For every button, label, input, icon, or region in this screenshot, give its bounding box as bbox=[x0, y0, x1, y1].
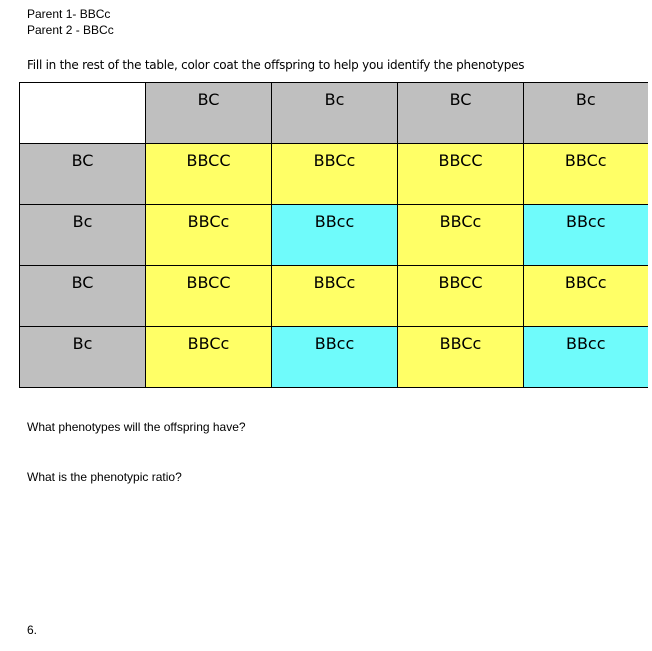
offspring-cell: BBCc bbox=[524, 144, 648, 205]
punnett-square bbox=[19, 82, 648, 388]
row-header: Bc bbox=[20, 327, 146, 388]
offspring-cell: BBcc bbox=[524, 327, 648, 388]
parent-2-genotype: Parent 2 - BBCc bbox=[27, 23, 114, 37]
instructions: Fill in the rest of the table, color coat the offspring to help you identify the phenotypes bbox=[27, 58, 525, 72]
offspring-cell: BBCC bbox=[398, 144, 524, 205]
parent-1-genotype: Parent 1- BBCc bbox=[27, 7, 111, 21]
column-header: BC bbox=[398, 83, 524, 144]
offspring-cell: BBCC bbox=[146, 266, 272, 327]
offspring-cell: BBcc bbox=[524, 205, 648, 266]
question-phenotypic-ratio: What is the phenotypic ratio? bbox=[27, 470, 182, 484]
offspring-cell: BBCc bbox=[398, 327, 524, 388]
column-header: Bc bbox=[524, 83, 648, 144]
row-header: Bc bbox=[20, 205, 146, 266]
offspring-cell: BBCc bbox=[272, 144, 398, 205]
table-row bbox=[20, 83, 648, 144]
offspring-cell: BBCc bbox=[524, 266, 648, 327]
offspring-cell: BBCC bbox=[146, 144, 272, 205]
offspring-cell: BBcc bbox=[272, 205, 398, 266]
offspring-cell: BBCc bbox=[272, 266, 398, 327]
table-row bbox=[20, 266, 648, 327]
offspring-cell: BBCc bbox=[398, 205, 524, 266]
corner-cell bbox=[20, 83, 146, 144]
row-header: BC bbox=[20, 144, 146, 205]
offspring-cell: BBCC bbox=[398, 266, 524, 327]
table-row bbox=[20, 327, 648, 388]
offspring-cell: BBcc bbox=[272, 327, 398, 388]
table-row bbox=[20, 144, 648, 205]
offspring-cell: BBCc bbox=[146, 205, 272, 266]
row-header: BC bbox=[20, 266, 146, 327]
table-row bbox=[20, 205, 648, 266]
column-header: Bc bbox=[272, 83, 398, 144]
offspring-cell: BBCc bbox=[146, 327, 272, 388]
question-phenotypes: What phenotypes will the offspring have? bbox=[27, 420, 246, 434]
column-header: BC bbox=[146, 83, 272, 144]
question-number: 6. bbox=[27, 623, 38, 637]
